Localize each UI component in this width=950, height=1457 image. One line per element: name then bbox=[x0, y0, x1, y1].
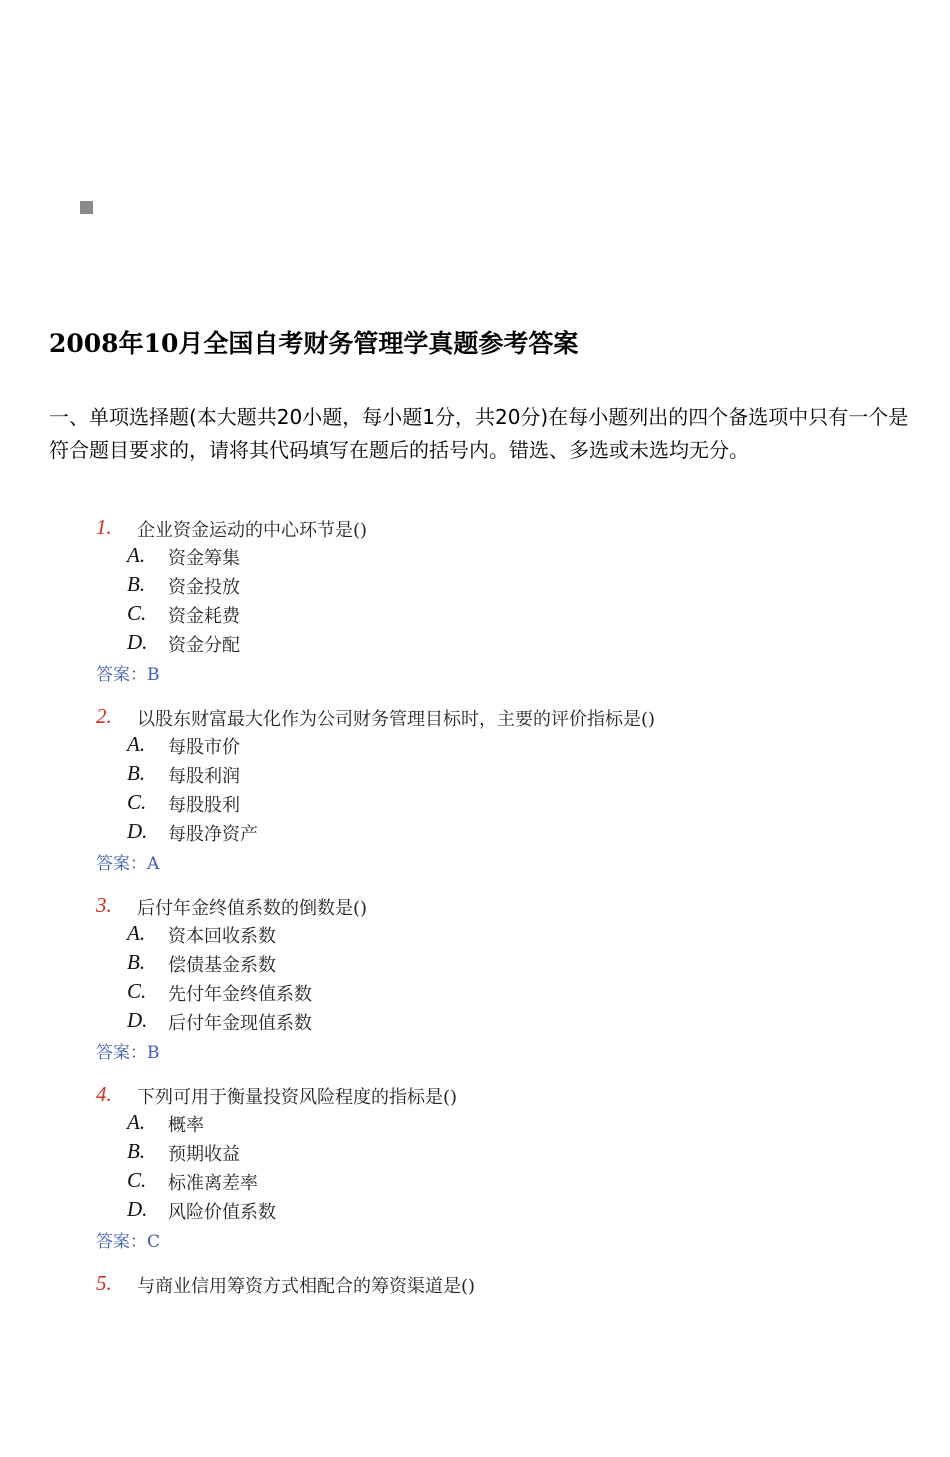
question-number: 5. bbox=[96, 1271, 112, 1295]
question-item bbox=[0, 890, 950, 1079]
question-item bbox=[0, 1268, 950, 1457]
question-item bbox=[0, 701, 950, 890]
option-letter: D. bbox=[127, 630, 148, 654]
option-letter: D. bbox=[127, 1008, 148, 1032]
option-text: 预期收益 bbox=[168, 1144, 240, 1165]
question-text: 企业资金运动的中心环节是() bbox=[137, 520, 368, 541]
option-c bbox=[0, 788, 900, 817]
option-c bbox=[0, 599, 900, 628]
option-text: 概率 bbox=[168, 1115, 204, 1136]
option-letter: C. bbox=[127, 1168, 147, 1192]
option-text: 每股净资产 bbox=[168, 824, 258, 845]
option-b bbox=[0, 570, 900, 599]
question-header bbox=[0, 1268, 900, 1300]
option-d bbox=[0, 817, 900, 846]
option-text: 资金投放 bbox=[168, 577, 240, 598]
option-c bbox=[0, 977, 900, 1006]
question-list bbox=[0, 512, 950, 1457]
option-d bbox=[0, 1195, 900, 1224]
option-letter: C. bbox=[127, 601, 147, 625]
question-item bbox=[0, 1079, 950, 1268]
question-number: 3. bbox=[96, 893, 112, 917]
option-letter: C. bbox=[127, 790, 147, 814]
question-text: 下列可用于衡量投资风险程度的指标是() bbox=[137, 1087, 458, 1108]
question-header bbox=[0, 701, 900, 733]
answer-text: 答案：B bbox=[96, 665, 160, 685]
option-letter: A. bbox=[127, 1110, 146, 1134]
option-letter: B. bbox=[127, 572, 146, 596]
question-header bbox=[0, 512, 900, 544]
answer-text: 答案：A bbox=[96, 854, 160, 874]
option-letter: B. bbox=[127, 761, 146, 785]
option-text: 资金筹集 bbox=[168, 548, 240, 569]
option-letter: B. bbox=[127, 1139, 146, 1163]
option-text: 资本回收系数 bbox=[168, 926, 276, 947]
option-letter: D. bbox=[127, 1197, 148, 1221]
option-letter: C. bbox=[127, 979, 147, 1003]
option-letter: D. bbox=[127, 819, 148, 843]
option-d bbox=[0, 1006, 900, 1035]
option-a bbox=[0, 1108, 900, 1137]
option-text: 每股市价 bbox=[168, 737, 240, 758]
question-header bbox=[0, 1079, 900, 1111]
question-text: 与商业信用筹资方式相配合的筹资渠道是() bbox=[137, 1276, 476, 1297]
option-text: 标准离差率 bbox=[168, 1173, 258, 1194]
option-d bbox=[0, 628, 900, 657]
option-letter: B. bbox=[127, 950, 146, 974]
answer-text: 答案：C bbox=[96, 1232, 161, 1252]
option-letter: A. bbox=[127, 543, 146, 567]
option-text: 偿债基金系数 bbox=[168, 955, 276, 976]
option-letter: A. bbox=[127, 732, 146, 756]
option-text: 资金耗费 bbox=[168, 606, 240, 627]
question-number: 4. bbox=[96, 1082, 112, 1106]
option-a bbox=[0, 730, 900, 759]
option-c bbox=[0, 1166, 900, 1195]
option-b bbox=[0, 948, 900, 977]
option-text: 先付年金终值系数 bbox=[168, 984, 312, 1005]
question-header bbox=[0, 890, 900, 922]
question-text: 以股东财富最大化作为公司财务管理目标时，主要的评价指标是() bbox=[137, 709, 656, 730]
question-number: 2. bbox=[96, 704, 112, 728]
question-item bbox=[0, 512, 950, 701]
option-text: 资金分配 bbox=[168, 635, 240, 656]
option-text: 每股利润 bbox=[168, 766, 240, 787]
option-b bbox=[0, 759, 900, 788]
document-title: 2008年10月全国自考财务管理学真题参考答案 bbox=[49, 329, 579, 358]
question-number: 1. bbox=[96, 515, 112, 539]
option-text: 后付年金现值系数 bbox=[168, 1013, 312, 1034]
option-letter: A. bbox=[127, 921, 146, 945]
question-text: 后付年金终值系数的倒数是() bbox=[137, 898, 368, 919]
answer-text: 答案：B bbox=[96, 1043, 160, 1063]
section-instructions: 一、单项选择题(本大题共20小题，每小题1分，共20分)在每小题列出的四个备选项中只有一个是符合题目要求的，请将其代码填写在题后的括号内。错选、多选或未选均无分。 bbox=[49, 405, 909, 462]
option-text: 风险价值系数 bbox=[168, 1202, 276, 1223]
option-a bbox=[0, 541, 900, 570]
option-a bbox=[0, 919, 900, 948]
square-bullet-icon bbox=[80, 201, 93, 214]
option-text: 每股股利 bbox=[168, 795, 240, 816]
option-b bbox=[0, 1137, 900, 1166]
